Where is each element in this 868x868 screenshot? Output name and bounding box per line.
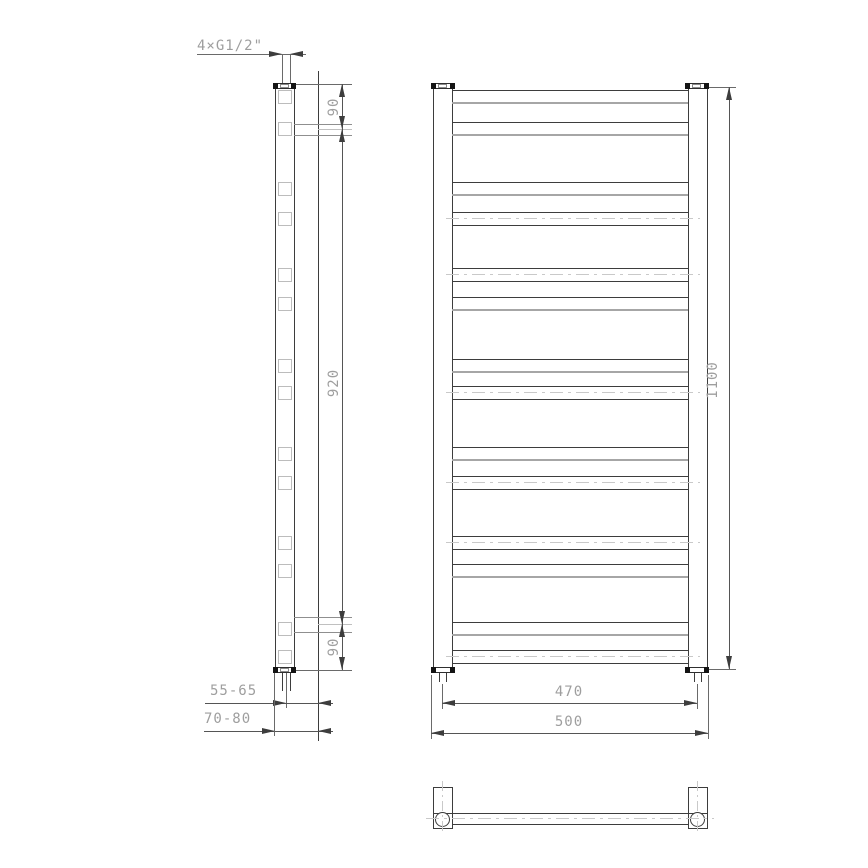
dim-90-top-label: 90 <box>326 97 342 117</box>
front-rung <box>452 268 688 282</box>
side-bottom-stub-left-line <box>282 673 283 691</box>
connection-arrow-right <box>290 51 303 57</box>
dim-1100-label: 1100 <box>705 361 721 399</box>
plan-horizontal-centerline <box>426 818 714 819</box>
height-extension-top <box>709 87 736 88</box>
plan-rung-top-line <box>433 813 707 814</box>
rung-centerline <box>446 218 700 219</box>
side-rung-square <box>278 212 292 226</box>
cap-end <box>704 83 709 89</box>
dim-90-bottom-label: 90 <box>326 637 342 657</box>
dim-arrow <box>339 116 345 129</box>
dim-920-label: 920 <box>326 368 342 398</box>
side-rung-square <box>278 182 292 196</box>
cap-plug <box>438 84 447 88</box>
front-rung <box>452 386 688 400</box>
dim-500-label: 500 <box>554 714 584 730</box>
dim-470-extension-right <box>697 684 698 709</box>
front-rung <box>452 122 688 136</box>
rung-centerline <box>446 392 700 393</box>
front-stub-line <box>446 673 447 682</box>
connection-callout-label: 4×G1/2" <box>197 38 264 54</box>
front-stub-line <box>694 673 695 682</box>
cap-end <box>431 83 436 89</box>
front-rung <box>452 212 688 226</box>
dim-arrow <box>318 700 331 706</box>
side-rung-square <box>278 122 292 136</box>
dim-470-label: 470 <box>554 684 584 700</box>
side-rung-square <box>278 476 292 490</box>
dim-arrow <box>262 728 275 734</box>
plan-vertical-centerline-left <box>442 781 443 835</box>
dim-arrow <box>726 87 732 100</box>
bottom-bracket-center-extension <box>318 624 352 625</box>
side-rung-square <box>278 359 292 373</box>
rung-centerline <box>446 656 700 657</box>
front-rung <box>452 536 688 550</box>
front-rung <box>452 297 688 311</box>
plan-rung-bottom-line <box>452 824 688 825</box>
front-left-collector-outer <box>433 89 434 667</box>
dim-70-80-label: 70-80 <box>204 711 252 727</box>
side-bottom-stub-right-line <box>290 673 291 691</box>
side-top-cap-plug <box>280 84 289 88</box>
dim-arrow <box>339 84 345 97</box>
cap-end <box>685 83 690 89</box>
height-extension-bottom <box>709 669 736 670</box>
dim-55-65-line <box>205 703 333 704</box>
cap-end <box>704 667 709 673</box>
dim-arrow <box>339 129 345 142</box>
cap-end <box>685 667 690 673</box>
dim-arrow <box>726 656 732 669</box>
front-left-collector-inner <box>452 89 453 667</box>
side-top-cap-end-left <box>273 83 278 89</box>
wall-line <box>318 71 319 741</box>
top-stub-extension-right <box>290 54 291 83</box>
dim-500-line <box>431 733 708 734</box>
dim-arrow <box>431 730 444 736</box>
dim-arrow <box>695 730 708 736</box>
rung-centerline <box>446 542 700 543</box>
cap-end <box>450 83 455 89</box>
side-rung-square <box>278 650 292 664</box>
side-tube-front-line <box>275 89 276 667</box>
side-rung-square <box>278 268 292 282</box>
rung-centerline <box>446 482 700 483</box>
front-stub-line <box>439 673 440 682</box>
front-right-collector-inner <box>688 89 689 667</box>
dim-arrow <box>339 611 345 624</box>
front-rung <box>452 90 688 104</box>
cap-end <box>431 667 436 673</box>
side-rung-square <box>278 622 292 636</box>
top-bracket-center-extension <box>318 129 352 130</box>
front-rung <box>452 359 688 373</box>
dim-arrow <box>318 728 331 734</box>
dim-arrow <box>339 624 345 637</box>
front-rung <box>452 564 688 578</box>
top-stub-extension-left <box>282 54 283 83</box>
dim-arrow <box>684 700 697 706</box>
side-bottom-extension-line <box>296 670 352 671</box>
front-stub-line <box>701 673 702 682</box>
dim-500-extension-right <box>708 675 709 739</box>
dim-470-line <box>442 703 697 704</box>
front-rung <box>452 650 688 664</box>
dim-arrow <box>442 700 455 706</box>
plan-vertical-centerline-right <box>697 781 698 835</box>
side-rung-square <box>278 536 292 550</box>
rung-centerline <box>446 274 700 275</box>
cap-end <box>450 667 455 673</box>
dim-arrow <box>339 657 345 670</box>
cap-plug <box>692 84 701 88</box>
side-rung-square <box>278 297 292 311</box>
connection-arrow-left <box>269 51 282 57</box>
front-rung <box>452 622 688 636</box>
side-dimension-line <box>342 84 343 670</box>
side-bottom-cap-plug <box>280 668 289 672</box>
front-rung <box>452 182 688 196</box>
dim-55-65-label: 55-65 <box>210 683 258 699</box>
side-rung-square <box>278 564 292 578</box>
side-rung-square <box>278 90 292 104</box>
front-rung <box>452 447 688 461</box>
front-rung <box>452 476 688 490</box>
dim-1100-line <box>729 87 730 669</box>
side-tube-back-line <box>294 89 295 667</box>
side-rung-square <box>278 386 292 400</box>
side-rung-square <box>278 447 292 461</box>
